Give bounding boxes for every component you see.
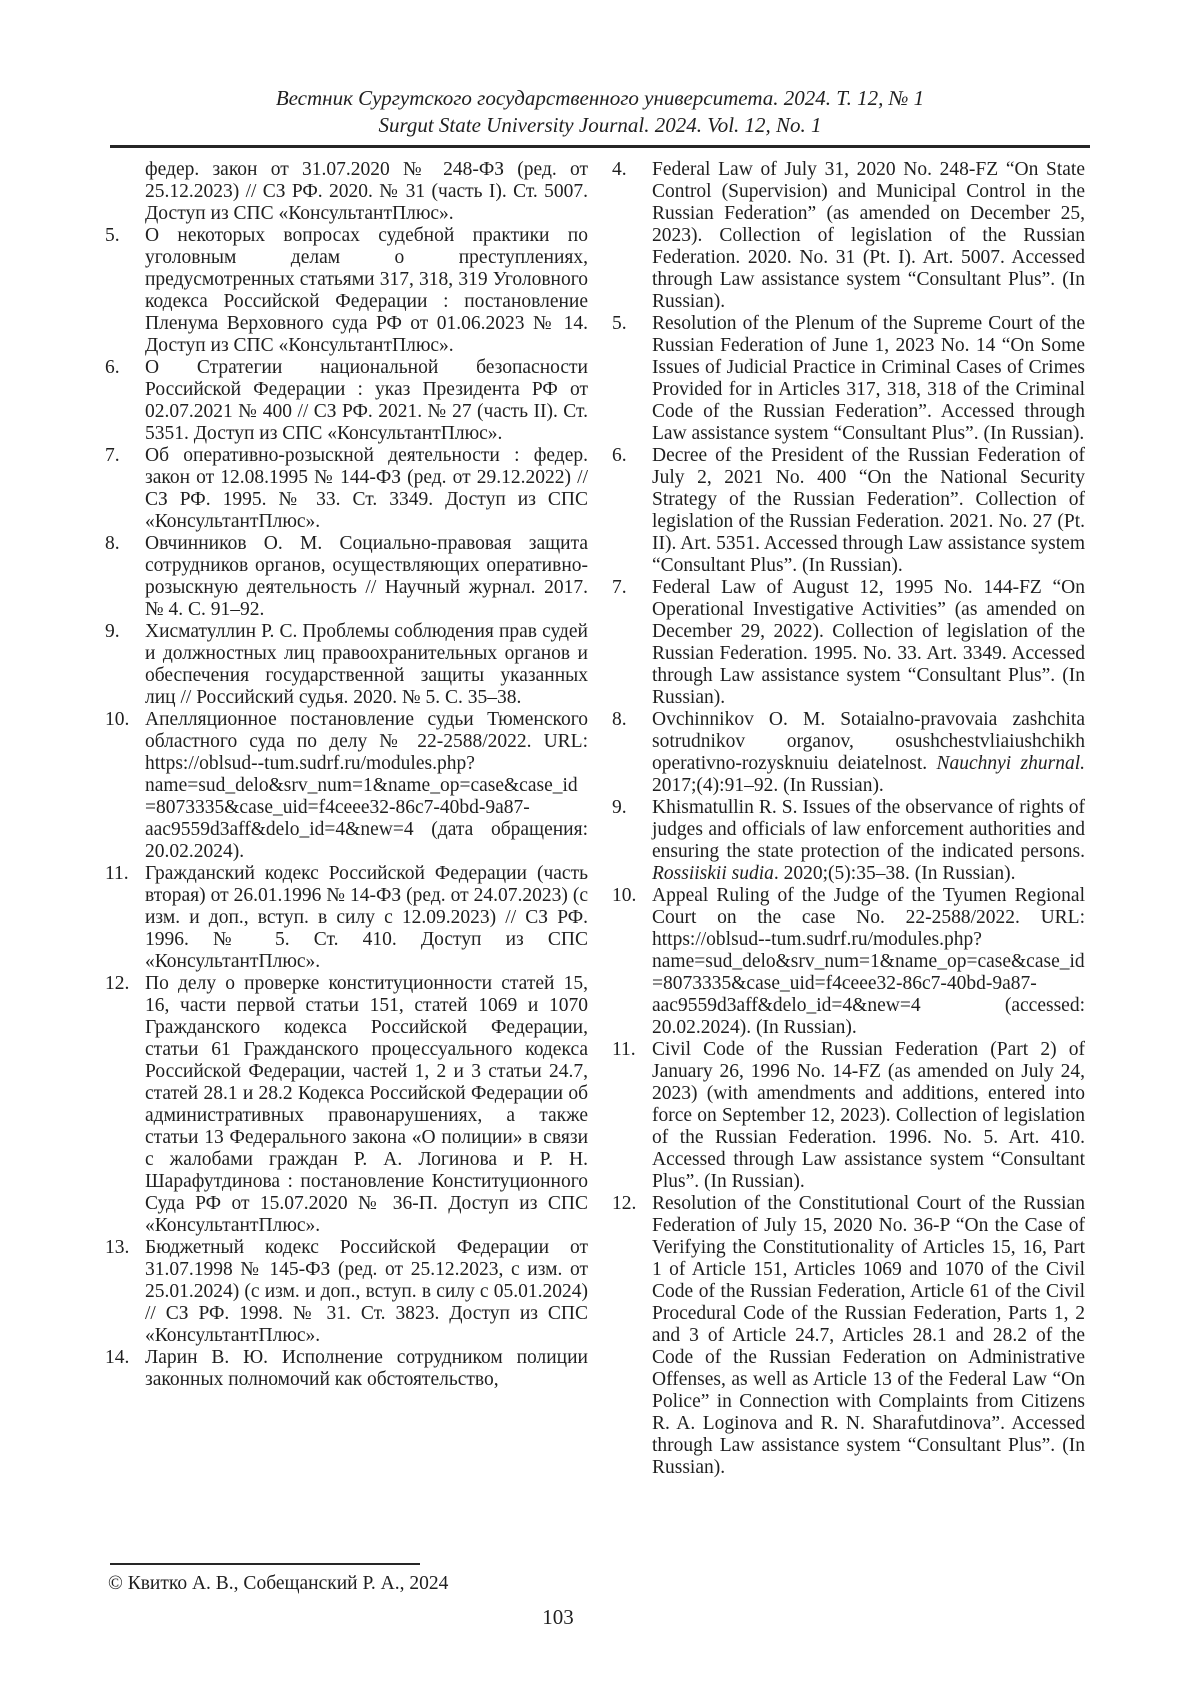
reference-number: 5. [105, 225, 120, 246]
reference-text [145, 445, 588, 532]
reference-number: 13. [105, 1237, 130, 1258]
references-column-english [612, 159, 1085, 1479]
reference-text-main: О некоторых вопросах судебной практики по уголовным делам о преступлениях, предусмотренных статьями 317, 318, 319 Уголовного кодекса Российской Федерации : постановление Пленума Верховного суда РФ от 01.06.2023 № 14. Доступ из СПС «КонсультантПлюс». [145, 225, 588, 356]
reference-text-main: Овчинников О. М. Социально-правовая защита сотрудников органов, осуществляющих оперативно-розыскную деятельность // Научный журнал. 2017. № 4. С. 91–92. [145, 533, 588, 620]
reference-item [612, 1039, 1085, 1193]
reference-text-main: Бюджетный кодекс Российской Федерации от 31.07.1998 № 145-ФЗ (ред. от 25.12.2023, с изм. от 25.01.2024) (с изм. и доп., вступ. в силу с 05.01.2024) // СЗ РФ. 1998. № 31. Ст. 3823. Доступ из СПС «КонсультантПлюс». [145, 1237, 588, 1346]
reference-text-main: Resolution of the Plenum of the Supreme Court of the Russian Federation of June 1, 2023 No. 14 “On Some Issues of Judicial Practice in Criminal Cases of Crimes Provided for in Articles 317, 318, 318 of the Criminal Code of the Russian Federation”. Accessed through Law assistance system “Consultant Plus”. (In Russian). [652, 313, 1085, 444]
reference-text [652, 1039, 1085, 1192]
reference-number: 7. [105, 445, 120, 466]
reference-item [612, 159, 1085, 313]
reference-number: 6. [612, 445, 627, 466]
reference-text-main: Decree of the President of the Russian Federation of July 2, 2021 No. 400 “On the National Security Strategy of the Russian Federation”. Collection of legislation of the Russian Federation. 2021. No. 27 (Pt. II). Art. 5351. Accessed through Law assistance system “Consultant Plus”. (In Russian). [652, 445, 1085, 576]
reference-number: 11. [612, 1039, 636, 1060]
page-number: 103 [542, 1605, 574, 1629]
reference-item [612, 577, 1085, 709]
reference-text-main: Federal Law of August 12, 1995 No. 144-FZ “On Operational Investigative Activities” (as amended on December 29, 2022). Collection of legislation of the Russian Federation. 1995. No. 33. Art. 3349. Accessed through Law assistance system “Consultant Plus”. (In Russian). [652, 577, 1085, 708]
reference-item [612, 1193, 1085, 1479]
reference-text [145, 357, 588, 444]
reference-text [652, 797, 1085, 884]
reference-item [105, 1347, 588, 1391]
reference-number: 10. [105, 709, 130, 730]
copyright-line: © Квитко А. В., Собещанский Р. А., 2024 [108, 1573, 449, 1594]
reference-text-main: Federal Law of July 31, 2020 No. 248-FZ “On State Control (Supervision) and Municipal Control in the Russian Federation” (as amended on December 25, 2023). Collection of legislation of the Russian Federation. 2020. No. 31 (Pt. I). Art. 5007. Accessed through Law assistance system “Consultant Plus”. (In Russian). [652, 159, 1085, 312]
reference-text-main: Resolution of the Constitutional Court of the Russian Federation of July 15, 2020 No. 36-P “On the Case of Verifying the Constitutionality of Articles 15, 16, Part 1 of Article 151, Articles 1069 and 1070 of the Civil Code of the Russian Federation, Article 61 of the Civil Procedural Code of the Russian Federation, Parts 1, 2 and 3 of Article 24.7, Articles 28.1 and 28.2 of the Code of the Russian Federation on Administrative Offenses, as well as Article 13 of the Federal Law “On Police” in Connection with Complaints from Citizens R. A. Loginova and R. N. Sharafutdinova”. Accessed through Law assistance system “Consultant Plus”. (In Russian). [652, 1193, 1085, 1478]
reference-text [145, 863, 588, 972]
reference-item [612, 797, 1085, 885]
reference-text [145, 1237, 588, 1346]
reference-text [652, 709, 1085, 796]
reference-text [145, 621, 588, 708]
reference-text-main: Khismatullin R. S. Issues of the observance of rights of judges and officials of law enforcement authorities and ensuring the state protection of the indicated persons. [652, 797, 1085, 862]
reference-item [105, 159, 588, 225]
reference-number: 5. [612, 313, 627, 334]
reference-text-main: Ovchinnikov O. M. Sotaialno-pravovaia zashchita sotrudnikov organov, osushchestvliaiushchikh operativno-rozysknuiu deiatelnost. [652, 709, 1085, 774]
reference-number: 7. [612, 577, 627, 598]
reference-number: 4. [612, 159, 627, 180]
reference-item [612, 709, 1085, 797]
reference-item [105, 357, 588, 445]
reference-item [612, 313, 1085, 445]
reference-number: 14. [105, 1347, 130, 1368]
reference-item [612, 885, 1085, 1039]
reference-text-main: федер. закон от 31.07.2020 № 248-ФЗ (ред. от 25.12.2023) // СЗ РФ. 2020. № 31 (часть I). Ст. 5007. Доступ из СПС «КонсультантПлюс». [145, 159, 588, 224]
reference-text [652, 577, 1085, 708]
reference-item [612, 445, 1085, 577]
journal-title-ru: Вестник Сургутского государственного университета. 2024. Т. 12, № 1 [275, 86, 925, 110]
reference-text-main: Хисматуллин Р. С. Проблемы соблюдения прав судей и должностных лиц правоохранительных органов и обеспечения государственной защиты указанных лиц // Российский судья. 2020. № 5. С. 35–38. [145, 621, 588, 708]
reference-text-main: По делу о проверке конституционности статей 15, 16, части первой статьи 151, статей 1069 и 1070 Гражданского кодекса Российской Федерации, статьи 61 Гражданского процессуального кодекса Российской Федерации, частей 1, 2 и 3 статьи 24.7, статей 28.1 и 28.2 Кодекса Российской Федерации об административных правонарушениях, а также статьи 13 Федерального закона «О полиции» в связи с жалобами граждан Р. А. Логинова и Р. Н. Шарафутдинова : постановление Конституционного Суда РФ от 15.07.2020 № 36-П. Доступ из СПС «КонсультантПлюс». [145, 973, 588, 1236]
reference-item [105, 709, 588, 863]
reference-text-main: Об оперативно-розыскной деятельности : федер. закон от 12.08.1995 № 144-ФЗ (ред. от 29.12.2022) // СЗ РФ. 1995. № 33. Ст. 3349. Доступ из СПС «КонсультантПлюс». [145, 445, 588, 532]
reference-text [145, 973, 588, 1236]
reference-text [145, 225, 588, 356]
reference-item [105, 863, 588, 973]
reference-text-main: Гражданский кодекс Российской Федерации (часть вторая) от 26.01.1996 № 14-ФЗ (ред. от 24.07.2023) (с изм. и доп., вступ. в силу с 12.09.2023) // СЗ РФ. 1996. № 5. Ст. 410. Доступ из СПС «КонсультантПлюс». [145, 863, 588, 972]
reference-item [105, 1237, 588, 1347]
reference-number: 6. [105, 357, 120, 378]
reference-text [652, 313, 1085, 444]
reference-text-main: Апелляционное постановление судьи Тюменского областного суда по делу № 22-2588/2022. URL: https://oblsud--tum.sudrf.ru/modules.php?name=sud_delo&srv_num=1&name_op=case&case_id=8073335&case_uid=f4ceee32-86c7-40bd-9a87-aac9559d3aff&delo_id=4&new=4 (дата обращения: 20.02.2024). [145, 709, 588, 862]
reference-text-main: Ларин В. Ю. Исполнение сотрудником полиции законных полномочий как обстоятельство, [145, 1347, 588, 1390]
reference-text [652, 1193, 1085, 1478]
journal-title-en: Surgut State University Journal. 2024. Vol. 12, No. 1 [378, 113, 822, 137]
reference-number: 8. [105, 533, 120, 554]
reference-item [105, 445, 588, 533]
reference-item [105, 973, 588, 1237]
reference-item [105, 225, 588, 357]
header-rule [110, 145, 1090, 148]
reference-text-main: О Стратегии национальной безопасности Российской Федерации : указ Президента РФ от 02.07.2021 № 400 // СЗ РФ. 2021. № 27 (часть II). Ст. 5351. Доступ из СПС «КонсультантПлюс». [145, 357, 588, 444]
reference-item [105, 621, 588, 709]
reference-text-after: . 2020;(5):35–38. (In Russian). [773, 863, 1016, 884]
reference-text-italic: Rossiiskii sudia [652, 863, 774, 884]
reference-text [145, 1347, 588, 1390]
reference-number: 9. [612, 797, 627, 818]
reference-text-after: 2017;(4):91–92. (In Russian). [652, 775, 884, 796]
reference-number: 8. [612, 709, 627, 730]
reference-item [105, 533, 588, 621]
reference-text-italic: Nauchnyi zhurnal. [936, 753, 1085, 774]
reference-text [652, 159, 1085, 312]
reference-number: 10. [612, 885, 637, 906]
reference-number: 12. [105, 973, 130, 994]
reference-number: 11. [105, 863, 129, 884]
reference-number: 9. [105, 621, 120, 642]
reference-text [652, 445, 1085, 576]
reference-text [145, 709, 588, 862]
reference-number: 12. [612, 1193, 637, 1214]
reference-text [652, 885, 1085, 1038]
reference-text-main: Appeal Ruling of the Judge of the Tyumen Regional Court on the case No. 22-2588/2022. URL: https://oblsud--tum.sudrf.ru/modules.php?name=sud_delo&srv_num=1&name_op=case&case_id=8073335&case_uid=f4ceee32-86c7-40bd-9a87-aac9559d3aff&delo_id=4&new=4 (accessed: 20.02.2024). (In Russian). [652, 885, 1085, 1038]
footnote-rule [110, 1563, 420, 1565]
reference-text [145, 533, 588, 620]
reference-text-main: Civil Code of the Russian Federation (Part 2) of January 26, 1996 No. 14-FZ (as amended on July 24, 2023) (with amendments and additions, entered into force on September 12, 2023). Collection of legislation of the Russian Federation. 1996. No. 5. Art. 410. Accessed through Law assistance system “Consultant Plus”. (In Russian). [652, 1039, 1085, 1192]
reference-text [145, 159, 588, 224]
references-column-russian [105, 159, 588, 1391]
